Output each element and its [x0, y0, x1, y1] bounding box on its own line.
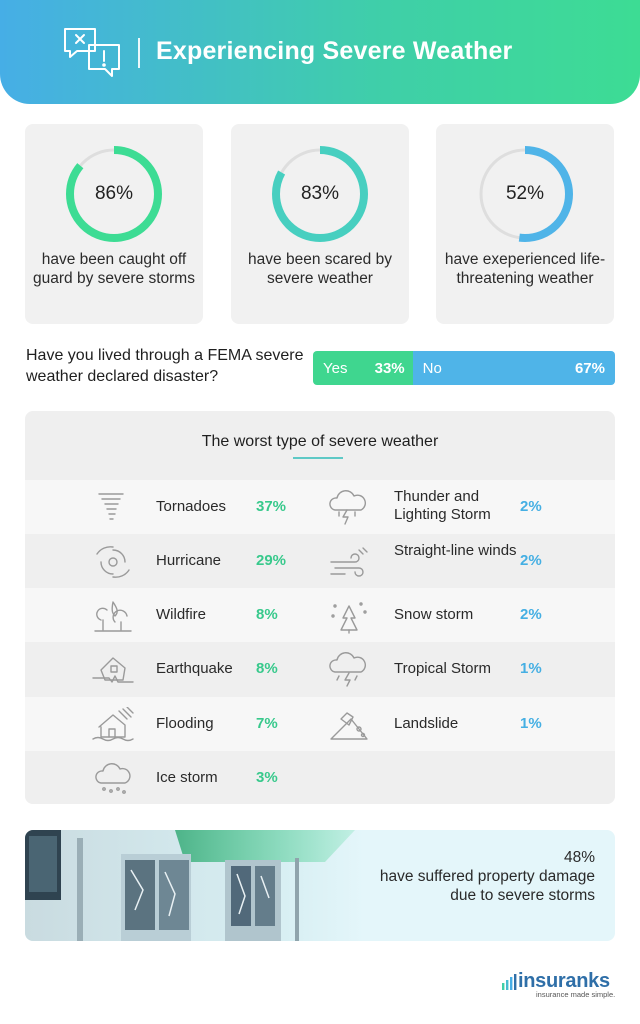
- property-damage-banner: [25, 830, 615, 941]
- stat-description: have been scared by severe weather: [248, 251, 392, 287]
- fema-yes-value: 33%: [374, 359, 405, 377]
- weather-value: 29%: [256, 552, 287, 569]
- weather-label: Hurricane: [156, 552, 222, 569]
- weather-label: Flooding: [156, 715, 214, 732]
- ice-storm-icon: [91, 761, 135, 797]
- weather-item-thunder-storm: [315, 480, 615, 534]
- stat-card: [231, 124, 409, 324]
- damage-description: have suffered property damage due to severe storms: [379, 868, 595, 904]
- earthquake-icon: [91, 652, 135, 688]
- weather-item-flooding: [25, 697, 315, 751]
- fema-question: Have you lived through a FEMA severe weather declared disaster?: [26, 347, 304, 385]
- logo-wordmark: insuranks: [518, 970, 610, 992]
- weather-label: Earthquake: [156, 660, 233, 677]
- stat-percent: 86%: [94, 183, 134, 204]
- weather-label: Wildfire: [156, 606, 207, 623]
- worst-weather-panel: [25, 411, 615, 804]
- stat-percent: 52%: [505, 183, 545, 204]
- weather-item-landslide: [315, 697, 615, 751]
- hurricane-icon: [91, 544, 135, 580]
- weather-item-hurricane: [25, 534, 315, 588]
- weather-label: Snow storm: [394, 606, 474, 623]
- weather-value: 2%: [520, 552, 542, 569]
- worst-weather-title: The worst type of severe weather: [201, 433, 439, 450]
- wind-icon: [327, 544, 371, 580]
- fema-no-segment: [413, 351, 615, 385]
- wildfire-icon: [91, 598, 135, 634]
- fema-split-bar: [313, 351, 615, 385]
- weather-value: 8%: [256, 660, 278, 677]
- fema-yes-segment: [313, 351, 413, 385]
- damage-percent: 48%: [563, 849, 595, 866]
- weather-item-tornadoes: [25, 480, 315, 534]
- damaged-house-photo: [25, 830, 365, 941]
- weather-item-tropical-storm: [315, 642, 615, 696]
- weather-value: 2%: [520, 498, 542, 515]
- weather-label: Tornadoes: [156, 498, 227, 515]
- weather-item-earthquake: [25, 642, 315, 696]
- landslide-icon: [327, 707, 371, 743]
- flooding-icon: [91, 707, 135, 743]
- weather-item-straight-line-winds: [315, 534, 615, 588]
- weather-label: Thunder and Lighting Storm: [394, 488, 491, 523]
- stat-card: [436, 124, 614, 324]
- weather-value: 8%: [256, 606, 278, 623]
- stat-description: have exeperienced life-threatening weather: [444, 251, 606, 287]
- weather-label: Tropical Storm: [394, 660, 491, 677]
- logo-bars-icon: [502, 974, 518, 990]
- weather-value: 7%: [256, 715, 278, 732]
- damage-stat: [355, 848, 595, 905]
- weather-item-ice-storm: [25, 751, 315, 804]
- header-banner: [0, 0, 640, 104]
- chat-alert-icon: [62, 26, 122, 80]
- weather-value: 2%: [520, 606, 542, 623]
- fema-no-label: No: [422, 359, 442, 377]
- insuranks-logo: [500, 970, 618, 1000]
- weather-label: Straight-line winds: [394, 542, 517, 559]
- stat-percent: 83%: [300, 183, 340, 204]
- logo-tagline: insurance made simple.: [536, 990, 616, 999]
- snow-storm-icon: [327, 598, 371, 634]
- title-underline: [293, 457, 343, 459]
- fema-yes-label: Yes: [323, 359, 348, 377]
- tornado-icon: [91, 490, 135, 526]
- weather-item-snow-storm: [315, 588, 615, 642]
- stat-description: have been caught off guard by severe storms: [33, 251, 195, 287]
- stat-card: [25, 124, 203, 324]
- weather-value: 37%: [256, 498, 287, 515]
- weather-value: 1%: [520, 715, 542, 732]
- weather-label: Landslide: [394, 715, 459, 732]
- tropical-storm-icon: [327, 652, 371, 688]
- weather-item-wildfire: [25, 588, 315, 642]
- weather-value: 3%: [256, 769, 278, 786]
- header-divider: [138, 38, 140, 68]
- fema-no-value: 67%: [574, 359, 605, 377]
- thunder-storm-icon: [327, 490, 371, 526]
- weather-label: Ice storm: [156, 769, 218, 786]
- page-title: Experiencing Severe Weather: [156, 37, 513, 65]
- weather-value: 1%: [520, 660, 542, 677]
